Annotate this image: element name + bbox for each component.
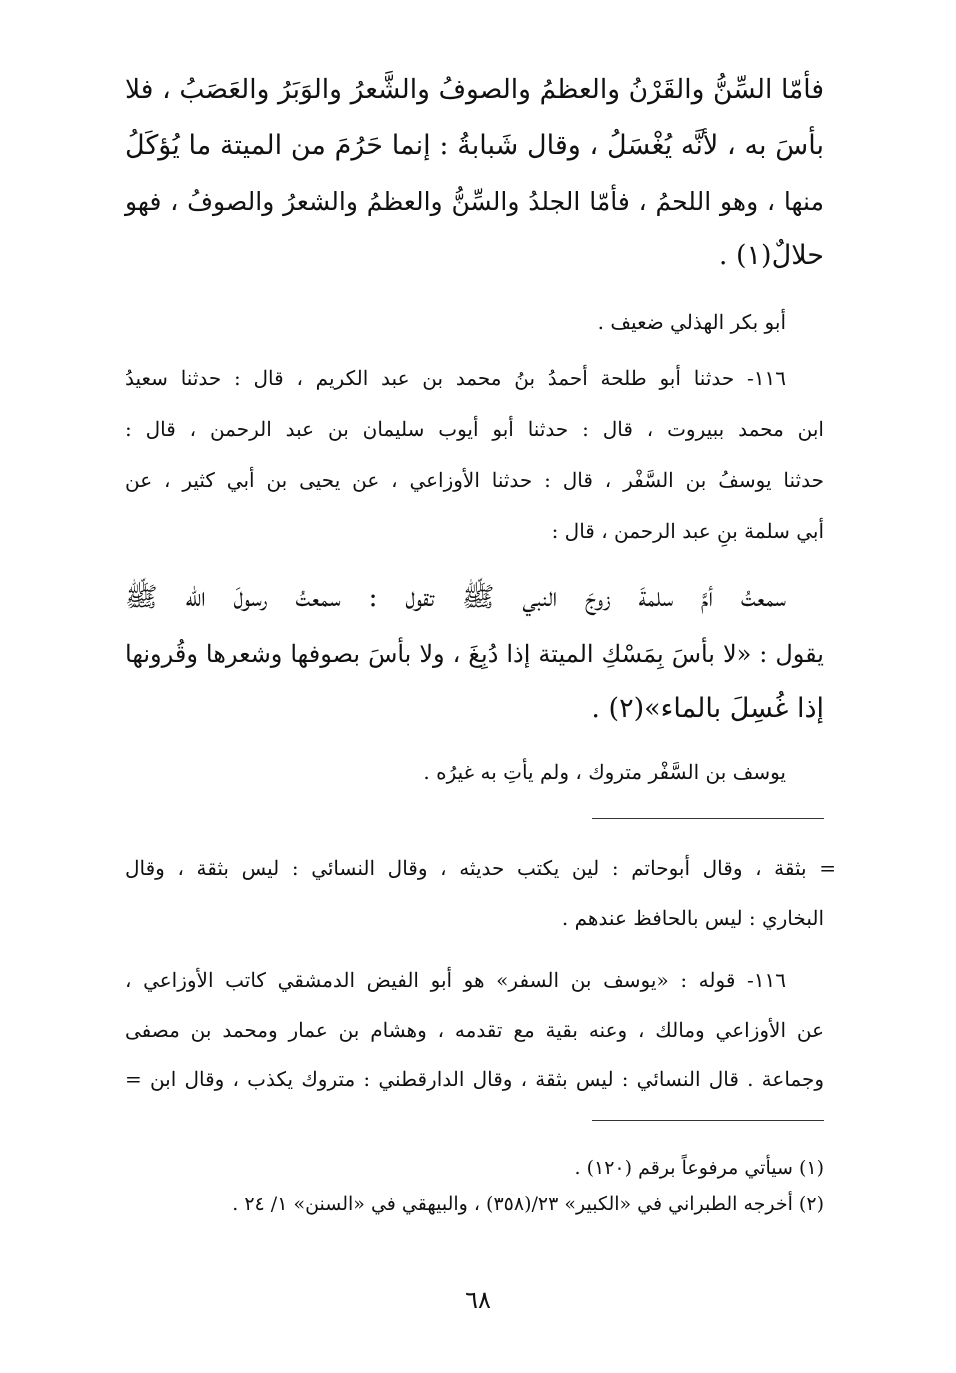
separator-rule-2	[592, 1120, 824, 1121]
separator-rule-1	[592, 818, 824, 819]
para1-line-3: منها ، وهو اللحمُ ، فأمّا الجلدُ والسِّنُّ والعظمُ والشعرُ والصوفُ ، فهو	[125, 187, 824, 216]
matn-line-3: إذا غُسِلَ بالماء»(٢) .	[591, 693, 824, 724]
para1-line-1: فأمّا السِّنُّ والقَرْنُ والعظمُ والصوفُ والشَّعرُ والوَبَرُ والعَصَبُ ، فلا	[125, 74, 824, 105]
note-weak-narrator: أبو بكر الهذلي ضعيف .	[597, 310, 786, 334]
isnad-line-4: أبي سلمة بنِ عبد الرحمن ، قال :	[551, 519, 824, 543]
para1-line-2: بأسَ به ، لأنَّه يُغْسَلُ ، وقال شَبابةُ : إنما حَرُمَ من الميتة ما يُؤكَلُ	[125, 130, 824, 161]
commentary-line-5: وجماعة . قال النسائي : ليس بثقة ، وقال الدارقطني : متروك يكذب ، وقال ابن =	[125, 1067, 824, 1091]
footnote-1: (١) سيأتي مرفوعاً برقم (١٢٠) .	[574, 1157, 824, 1179]
isnad-line-2: ابن محمد ببيروت ، قال : حدثنا أبو أيوب سليمان بن عبد الرحمن ، قال :	[125, 417, 824, 441]
isnad-line-1: ١١٦- حدثنا أبو طلحة أحمدُ بنُ محمد بن عبد الكريم ، قال : حدثنا سعيدُ	[125, 366, 787, 390]
isnad-line-3: حدثنا يوسفُ بن السَّفْر ، قال : حدثنا الأوزاعي ، عن يحيى بن أبي كثير ، عن	[125, 468, 824, 492]
commentary-line-2: البخاري : ليس بالحافظ عندهم .	[561, 906, 824, 930]
commentary-line-3: ١١٦- قوله : «يوسف بن السفر» هو أبو الفيض الدمشقي كاتب الأوزاعي ،	[125, 968, 786, 992]
commentary-line-1: = بثقة ، وقال أبوحاتم : لين يكتب حديثه ، وقال النسائي : ليس بثقة ، وقال	[125, 856, 836, 880]
commentary-line-4: عن الأوزاعي ومالك ، وعنه بقية مع تقدمه ، وهشام بن عمار ومحمد بن مصفى	[125, 1018, 824, 1042]
note-yusuf-matruk: يوسف بن السَّفْر متروك ، ولم يأتِ به غيرُه .	[423, 760, 786, 784]
para1-line-4: حلالٌ(١) .	[718, 240, 824, 271]
matn-line-2: يقول : «لا بأسَ بِمَسْكِ الميتة إذا دُبِغَ ، ولا بأسَ بصوفها وشعرها وقُرونها	[125, 640, 824, 668]
matn-line-1: سمعتُ أمَّ سلمةَ زوجَ النبي ﷺ تقول : سمعتُ رسولَ الله ﷺ	[125, 582, 786, 613]
footnote-2: (٢) أخرجه الطبراني في «الكبير» ٢٣/(٣٥٨) ، والبيهقي في «السنن» ١/ ٢٤ .	[232, 1193, 824, 1215]
page-number: ٦٨	[465, 1286, 491, 1314]
